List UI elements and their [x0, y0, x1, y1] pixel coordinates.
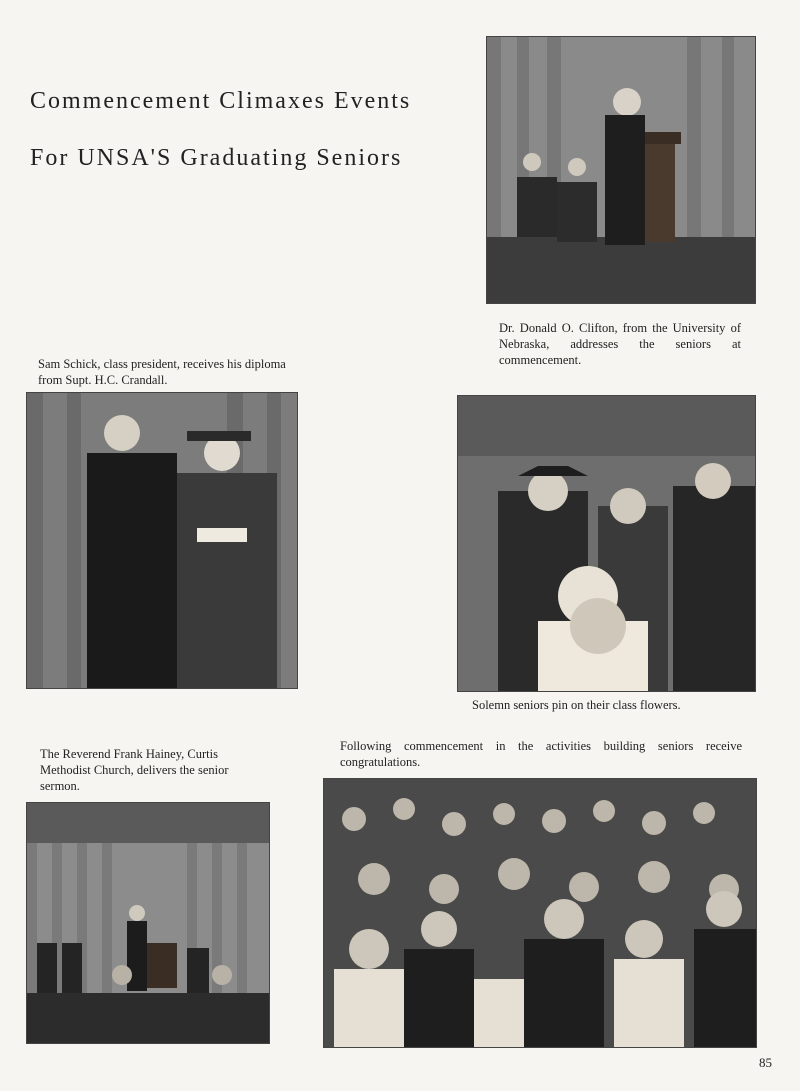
- congrats-photo: [323, 778, 757, 1048]
- diploma-photo: [26, 392, 298, 689]
- congrats-caption: Following commencement in the activities building seniors receive congratulations.: [340, 739, 742, 769]
- headline-line-1: Commencement Climaxes Events: [30, 88, 412, 114]
- diploma-caption: Sam Schick, class president, receives his diploma from Supt. H.C. Crandall.: [38, 357, 286, 387]
- speaker-photo: [486, 36, 756, 304]
- speaker-caption: Dr. Donald O. Clifton, from the University of Nebraska, addresses the seniors at commencement.: [499, 321, 741, 367]
- sermon-photo: [26, 802, 270, 1044]
- headline-line-2: For UNSA'S Graduating Seniors: [30, 145, 403, 171]
- flowers-caption: Solemn seniors pin on their class flowers.: [472, 698, 681, 712]
- sermon-caption: The Reverend Frank Hainey, Curtis Methodist Church, delivers the senior sermon.: [40, 747, 229, 793]
- flowers-photo: [457, 395, 756, 692]
- page-number: 85: [759, 1055, 772, 1070]
